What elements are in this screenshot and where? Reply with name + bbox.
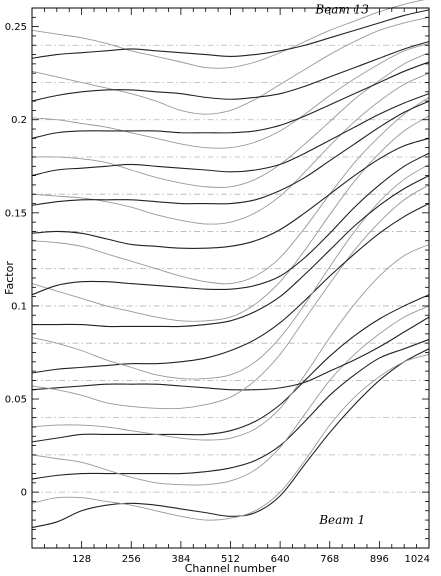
x-tick-label: 896	[369, 554, 389, 565]
series-line-17	[32, 101, 429, 205]
series-line-6	[32, 244, 429, 440]
plot-frame	[32, 8, 429, 548]
y-tick-label: 0.1	[11, 301, 27, 313]
series-line-13	[32, 153, 429, 295]
x-tick-label: 768	[320, 554, 340, 565]
x-tick-label: 128	[72, 554, 92, 565]
series-line-14	[32, 97, 429, 283]
series-line-4	[32, 306, 429, 485]
series-line-2	[32, 354, 429, 520]
series-lines	[32, 0, 429, 528]
y-tick-label: 0	[20, 487, 27, 499]
series-line-11	[32, 176, 429, 327]
y-tick-label: 0.25	[4, 22, 27, 34]
x-tick-label: 256	[121, 554, 141, 565]
series-line-10	[32, 164, 429, 379]
series-line-21	[32, 62, 429, 138]
series-line-9	[32, 204, 429, 373]
y-tick-label: 0.05	[4, 394, 27, 406]
y-axis-label: Factor	[3, 261, 16, 295]
x-tick-label: 640	[270, 554, 290, 565]
series-line-23	[32, 42, 429, 102]
annotation-beam-1: Beam 1	[319, 512, 366, 527]
series-line-3	[32, 339, 429, 479]
x-axis-ticks	[44, 8, 430, 565]
series-line-7	[32, 317, 429, 390]
x-axis-label: Channel number	[184, 562, 277, 575]
x-tick-label: 512	[220, 554, 241, 565]
annotation-beam-13: Beam 13	[315, 2, 369, 17]
x-tick-label: 1024	[404, 554, 430, 565]
y-tick-label: 0.15	[4, 208, 27, 220]
series-line-16	[32, 73, 429, 224]
reference-lines	[32, 45, 429, 492]
y-tick-label: 0.2	[11, 115, 27, 127]
x-tick-label: 384	[171, 554, 191, 565]
